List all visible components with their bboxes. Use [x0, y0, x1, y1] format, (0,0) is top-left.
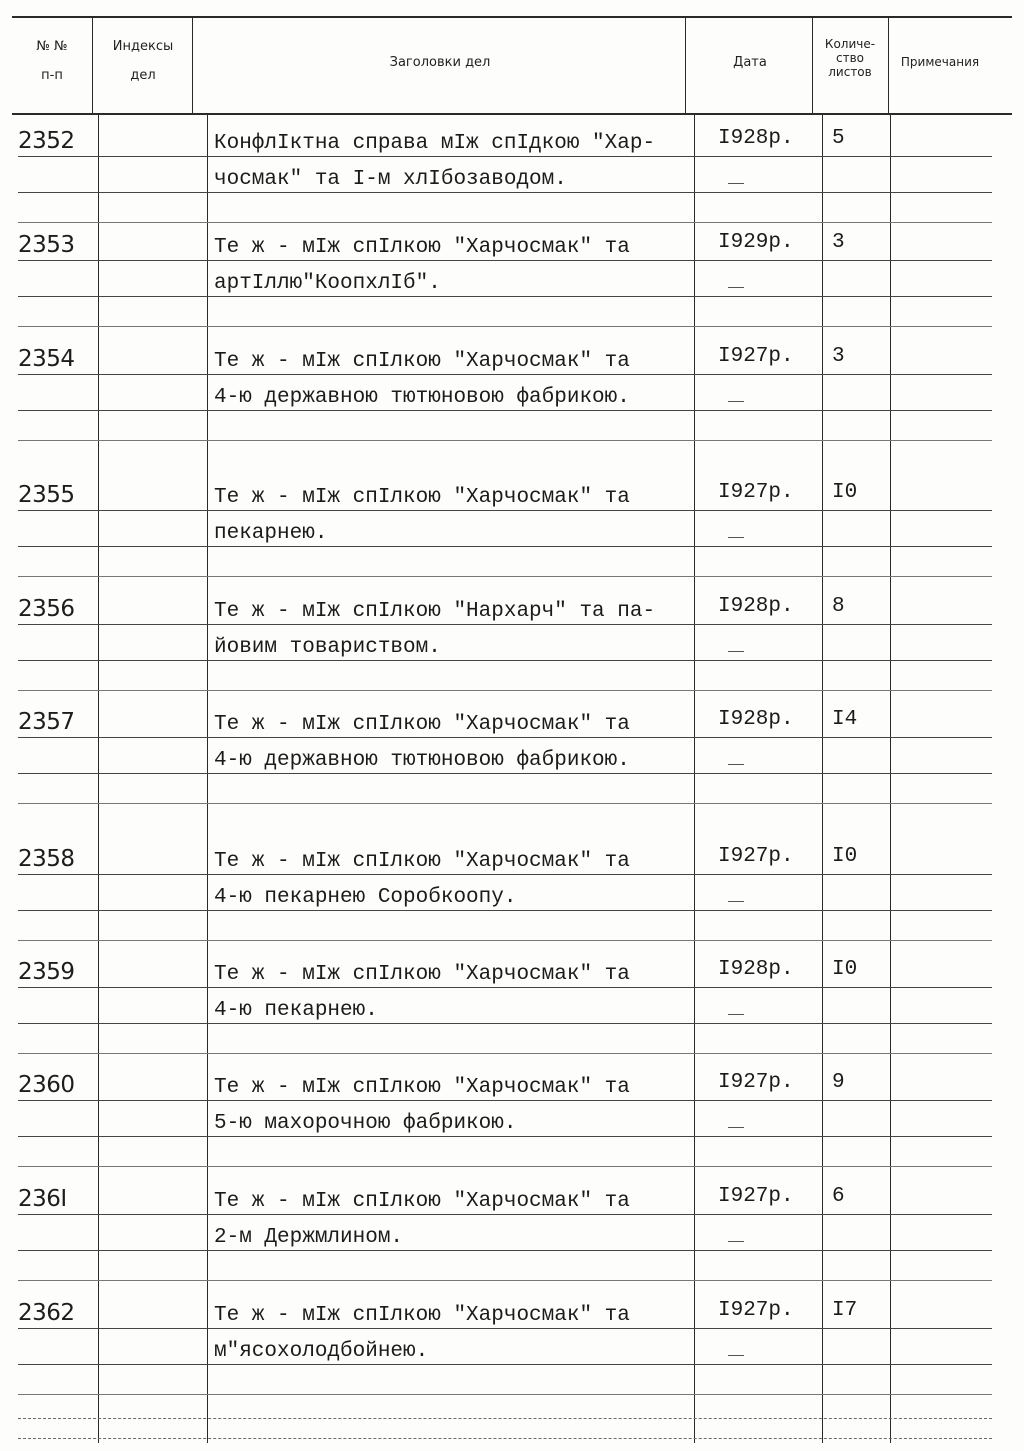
header-sheets-line3: листов	[828, 64, 872, 79]
row-number: 2353	[18, 232, 75, 258]
row-date: І927р.	[718, 481, 794, 504]
date-dash	[728, 401, 744, 402]
row-rule	[18, 374, 992, 375]
row-sheet-count: 3	[832, 231, 845, 254]
row-title-line1: Те ж - мІж спІлкою "Нархарч" та па-	[214, 600, 656, 623]
col-divider-1	[92, 16, 93, 114]
row-title-line1: Те ж - мІж спІлкою "Харчосмак" та	[214, 963, 630, 986]
row-title-line2: м"ясохолодбойнею.	[214, 1340, 429, 1363]
row-title-line1: Те ж - мІж спІлкою "Харчосмак" та	[214, 1304, 630, 1327]
row-rule	[18, 1053, 992, 1054]
header-index-line2: дел	[130, 67, 156, 83]
row-rule	[18, 773, 992, 774]
row-rule	[18, 440, 992, 441]
date-dash	[728, 183, 744, 184]
col-divider-5b	[890, 113, 891, 1443]
row-title-line2: 4-ю пекарнею.	[214, 999, 378, 1022]
row-title-line1: Те ж - мІж спІлкою "Харчосмак" та	[214, 350, 630, 373]
row-rule	[18, 1328, 992, 1329]
date-dash	[728, 901, 744, 902]
row-rule	[18, 737, 992, 738]
row-number: 236І	[18, 1186, 67, 1212]
row-number: 2359	[18, 959, 75, 985]
row-rule	[18, 874, 992, 875]
header-date-label: Дата	[733, 55, 767, 70]
row-sheet-count: І4	[832, 708, 858, 731]
row-sheet-count: 6	[832, 1185, 845, 1208]
row-date: І928р.	[718, 127, 794, 150]
col-divider-3b	[694, 113, 695, 1443]
row-title-line2: 2-м Держмлином.	[214, 1226, 404, 1249]
date-dash	[728, 1355, 744, 1356]
row-number: 2356	[18, 596, 75, 622]
col-divider-2b	[207, 113, 208, 1443]
header-sheets-line2: ство	[835, 50, 864, 65]
row-sheet-count: 3	[832, 345, 845, 368]
row-sheet-count: 8	[832, 595, 845, 618]
row-rule	[18, 1023, 992, 1024]
row-date: І928р.	[718, 595, 794, 618]
row-number: 2357	[18, 709, 75, 735]
row-title-line2: артІллю"КоопхлІб".	[214, 272, 441, 295]
row-sheet-count: І0	[832, 481, 858, 504]
row-rule	[18, 624, 992, 625]
row-title-line2: 4-ю пекарнею Соробкоопу.	[214, 886, 517, 909]
row-title-line1: Те ж - мІж спІлкою "Харчосмак" та	[214, 713, 630, 736]
row-rule	[18, 296, 992, 297]
row-rule	[18, 1166, 992, 1167]
row-title-line2: йовим товариством.	[214, 636, 441, 659]
row-rule	[18, 326, 992, 327]
header-num-label	[18, 40, 86, 84]
row-title-line1: Те ж - мІж спІлкою "Харчосмак" та	[214, 850, 630, 873]
row-rule	[18, 1214, 992, 1215]
row-number: 2355	[18, 482, 75, 508]
header-title-label: Заголовки дел	[389, 55, 491, 70]
row-date: І927р.	[718, 1071, 794, 1094]
date-dash	[728, 1241, 744, 1242]
row-sheet-count: І0	[832, 845, 858, 868]
row-number: 2362	[18, 1300, 75, 1326]
row-number: 2358	[18, 846, 75, 872]
row-date: І927р.	[718, 1299, 794, 1322]
date-dash	[728, 764, 744, 765]
row-date: І928р.	[718, 958, 794, 981]
row-number: 2360	[18, 1072, 75, 1098]
date-dash	[728, 287, 744, 288]
row-date: І927р.	[718, 845, 794, 868]
row-date: І929р.	[718, 231, 794, 254]
row-sheet-count: 9	[832, 1071, 845, 1094]
row-title-line1: Те ж - мІж спІлкою "Харчосмак" та	[214, 486, 630, 509]
row-rule	[18, 910, 992, 911]
row-title-line2: чосмак" та І-м хлІбозаводом.	[214, 168, 567, 191]
row-rule	[18, 803, 992, 804]
row-date: І927р.	[718, 345, 794, 368]
row-sheet-count: І7	[832, 1299, 858, 1322]
header-num-line2: п-п	[41, 67, 63, 83]
row-date: І927р.	[718, 1185, 794, 1208]
date-dash	[728, 651, 744, 652]
row-title-line1: Те ж - мІж спІлкою "Харчосмак" та	[214, 236, 630, 259]
row-rule	[18, 1100, 992, 1101]
col-divider-4b	[822, 113, 823, 1443]
row-rule	[18, 260, 992, 261]
row-number: 2354	[18, 346, 75, 372]
header-sheets-label	[812, 38, 888, 79]
date-dash	[728, 1127, 744, 1128]
header-sheets-line1: Количе-	[824, 37, 876, 51]
row-rule	[18, 1136, 992, 1137]
row-rule	[18, 660, 992, 661]
row-title-line2: 4-ю державною тютюновою фабрикою.	[214, 386, 630, 409]
row-title-line1: Те ж - мІж спІлкою "Харчосмак" та	[214, 1190, 630, 1213]
row-rule	[18, 576, 992, 577]
row-rule	[18, 156, 992, 157]
row-number: 2352	[18, 128, 75, 154]
row-rule	[18, 690, 992, 691]
row-sheet-count: 5	[832, 127, 845, 150]
header-index-line1: Индексы	[112, 39, 174, 54]
row-rule	[18, 222, 992, 223]
row-rule	[18, 410, 992, 411]
col-divider-3	[685, 16, 686, 114]
row-title-line1: Те ж - мІж спІлкою "Харчосмак" та	[214, 1076, 630, 1099]
row-rule	[18, 546, 992, 547]
row-rule	[18, 1250, 992, 1251]
row-title-line2: 4-ю державною тютюновою фабрикою.	[214, 749, 630, 772]
header-notes-label: Примечания	[900, 55, 980, 69]
row-rule	[18, 1364, 992, 1365]
row-rule	[18, 940, 992, 941]
row-title-line2: 5-ю махорочною фабрикою.	[214, 1112, 517, 1135]
date-dash	[728, 1014, 744, 1015]
col-divider-index	[98, 113, 99, 1443]
row-sheet-count: І0	[832, 958, 858, 981]
bottom-rule	[18, 1418, 992, 1419]
header-num-line1: № №	[36, 39, 68, 54]
row-rule	[18, 1394, 992, 1395]
row-rule	[18, 192, 992, 193]
top-border	[12, 16, 1012, 18]
bottom-rule	[18, 1438, 992, 1439]
row-rule	[18, 510, 992, 511]
header-bottom-border	[12, 113, 1012, 115]
row-title-line1: КонфлІктна справа мІж спІдкою "Хар-	[214, 132, 656, 155]
row-rule	[18, 987, 992, 988]
col-divider-2	[192, 16, 193, 114]
row-rule	[18, 1280, 992, 1281]
row-date: І928р.	[718, 708, 794, 731]
row-title-line2: пекарнею.	[214, 522, 328, 545]
date-dash	[728, 537, 744, 538]
header-index-label	[96, 40, 190, 84]
